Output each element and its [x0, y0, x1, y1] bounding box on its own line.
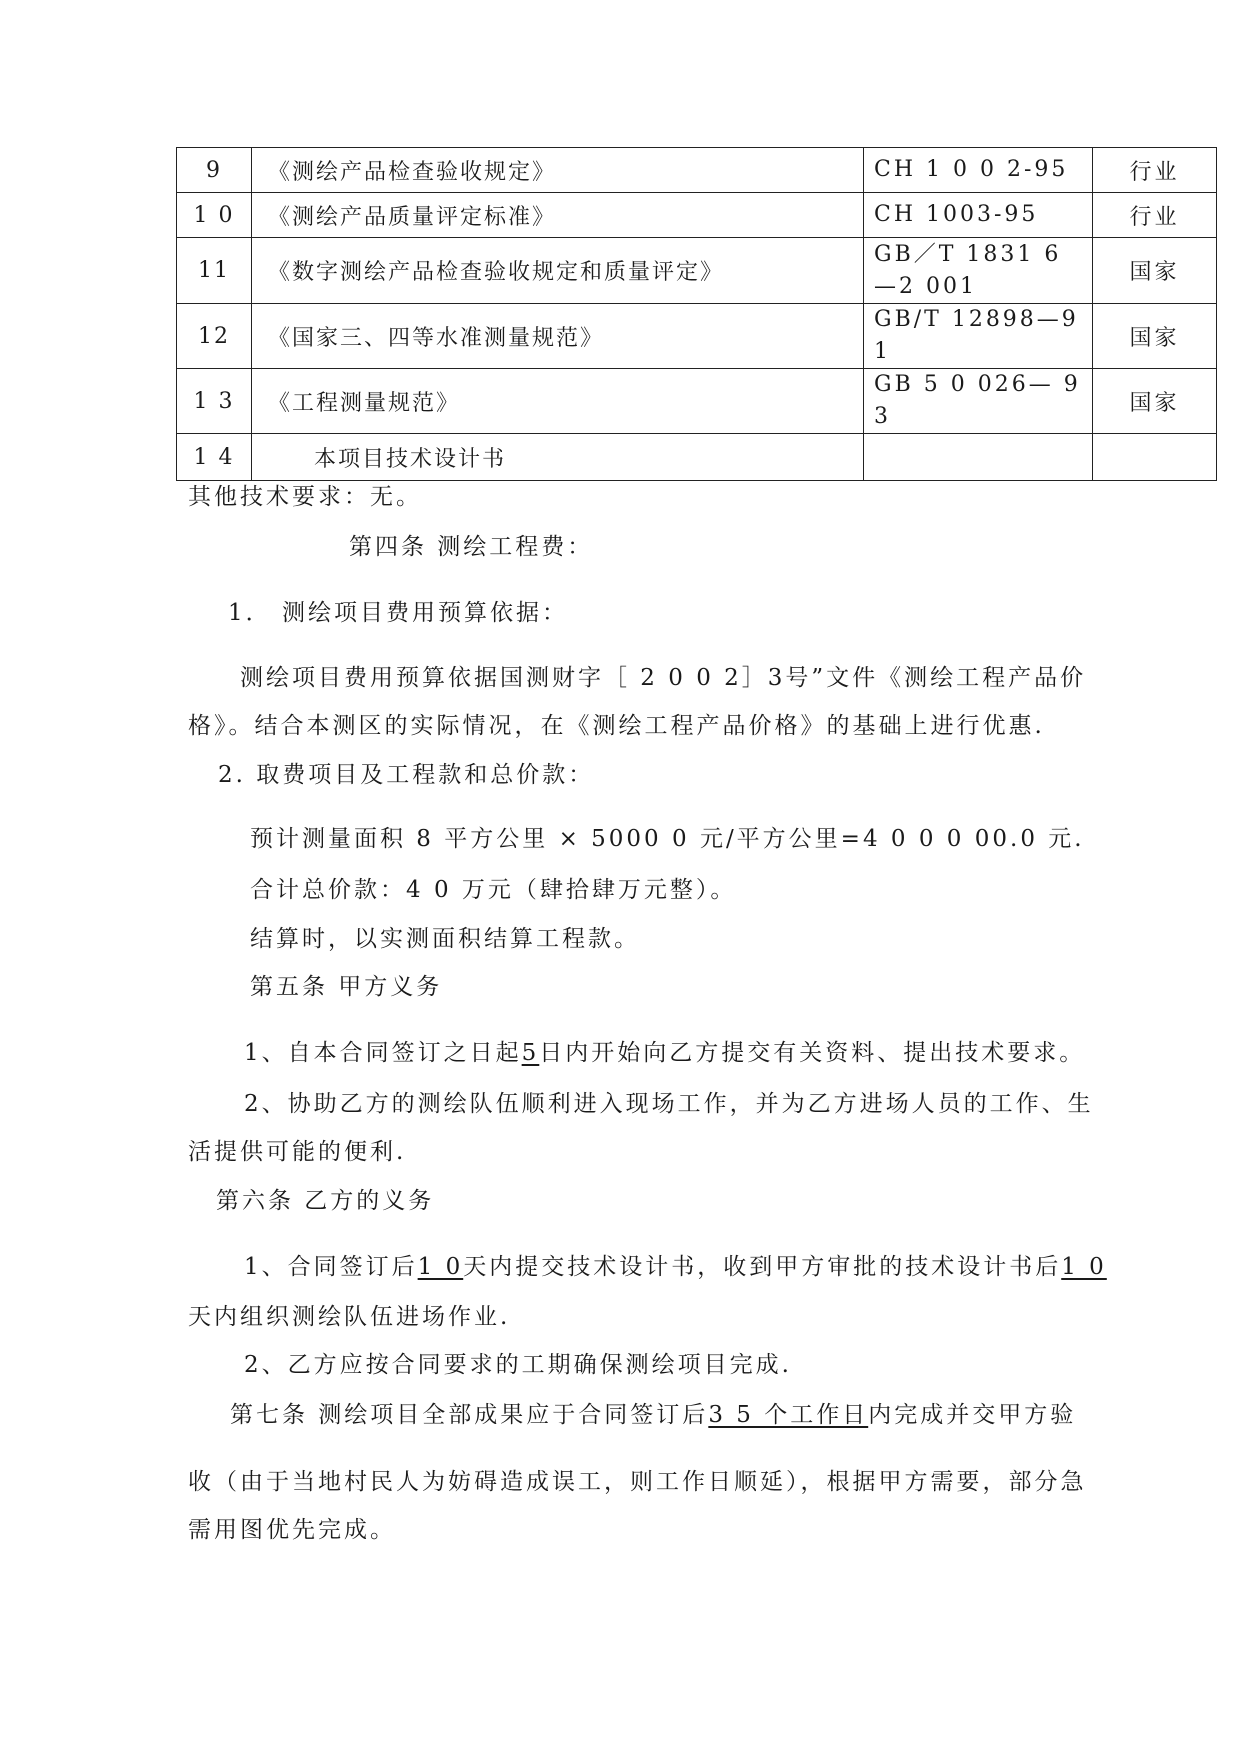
article-5-item-1 [244, 1034, 1085, 1067]
article-4-title: 第四条 测绘工程费： [349, 534, 594, 560]
standard-level: 国家 [1093, 369, 1217, 434]
other-requirements: 其他技术要求：无。 [188, 484, 422, 510]
article-7-line-1 [230, 1396, 1076, 1429]
standard-name: 《测绘产品质量评定标准》 [252, 193, 864, 238]
row-number: 1 3 [177, 369, 252, 434]
standard-code: CH 1003-95 [864, 193, 1093, 238]
area-calculation: 预计测量面积 8 平方公里 × 5000 0 元/平方公里=4 0 0 0 00.0 元. [250, 826, 1085, 852]
standard-level [1093, 434, 1217, 481]
article-7-line-3: 需用图优先完成。 [188, 1517, 396, 1543]
table-row [177, 304, 1217, 369]
text-segment: 内完成并交甲方验 [868, 1402, 1077, 1428]
standard-name: 《数字测绘产品检查验收规定和质量评定》 [252, 238, 864, 304]
standard-name: 《测绘产品检查验收规定》 [252, 148, 864, 193]
table-row [177, 369, 1217, 434]
table-row [177, 238, 1217, 304]
table-row [177, 434, 1217, 481]
underlined-days: 1 0 [417, 1254, 464, 1280]
row-number: 11 [177, 238, 252, 304]
row-number: 12 [177, 304, 252, 369]
row-number: 9 [177, 148, 252, 193]
article-6-item-1-line-1 [244, 1248, 1107, 1281]
standards-table-body [177, 148, 1217, 481]
row-number: 1 0 [177, 193, 252, 238]
section-1-paragraph-line-1: 测绘项目费用预算依据国测财字［ 2 0 0 2］3号”文件《测绘工程产品价 [240, 665, 1087, 691]
standards-table [176, 147, 1217, 481]
standard-name: 《工程测量规范》 [252, 369, 864, 434]
text-segment: 1、自本合同签订之日起 [244, 1040, 522, 1066]
article-7-line-2: 收（由于当地村民人为妨碍造成误工，则工作日顺延），根据甲方需要，部分急 [188, 1469, 1087, 1495]
article-6-item-1-line-2: 天内组织测绘队伍进场作业. [188, 1304, 511, 1330]
standard-code: GB/T 12898—9 1 [864, 304, 1093, 369]
standard-level: 行业 [1093, 193, 1217, 238]
text-segment: 天内提交技术设计书，收到甲方审批的技术设计书后 [463, 1254, 1062, 1280]
standard-code: GB／T 1831 6 —2 001 [864, 238, 1093, 304]
row-number: 1 4 [177, 434, 252, 481]
standard-level: 国家 [1093, 304, 1217, 369]
text-segment: 第七条 测绘项目全部成果应于合同签订后 [230, 1402, 709, 1428]
article-6-title: 第六条 乙方的义务 [216, 1188, 435, 1214]
standard-level: 行业 [1093, 148, 1217, 193]
underlined-days: 5 [521, 1040, 540, 1066]
section-1-title: 1． 测绘项目费用预算依据： [228, 600, 568, 626]
table-row [177, 148, 1217, 193]
standard-name: 《国家三、四等水准测量规范》 [252, 304, 864, 369]
article-5-item-2-line-1: 2、协助乙方的测绘队伍顺利进入现场工作，并为乙方进场人员的工作、生 [244, 1091, 1094, 1117]
article-5-item-2-line-2: 活提供可能的便利. [188, 1139, 407, 1165]
section-2-title: 2. 取费项目及工程款和总价款： [218, 762, 595, 788]
article-6-item-2: 2、乙方应按合同要求的工期确保测绘项目完成. [244, 1352, 792, 1378]
settlement-note: 结算时，以实测面积结算工程款。 [250, 926, 640, 952]
standard-code: CH 1 0 0 2-95 [864, 148, 1093, 193]
section-1-paragraph-line-2: 格》。结合本测区的实际情况，在《测绘工程产品价格》的基础上进行优惠. [188, 713, 1045, 739]
total-price: 合计总价款：4 0 万元（肆拾肆万元整）。 [250, 877, 737, 903]
table-row [177, 193, 1217, 238]
article-5-title: 第五条 甲方义务 [250, 974, 443, 1000]
text-segment: 1、合同签订后 [244, 1254, 418, 1280]
standard-code [864, 434, 1093, 481]
underlined-days: 3 5 个工作日 [708, 1402, 869, 1428]
text-segment: 日内开始向乙方提交有关资料、提出技术要求。 [539, 1040, 1086, 1066]
underlined-days: 1 0 [1061, 1254, 1107, 1280]
standard-code: GB 5 0 026— 9 3 [864, 369, 1093, 434]
standard-name: 本项目技术设计书 [252, 434, 864, 481]
standard-level: 国家 [1093, 238, 1217, 304]
